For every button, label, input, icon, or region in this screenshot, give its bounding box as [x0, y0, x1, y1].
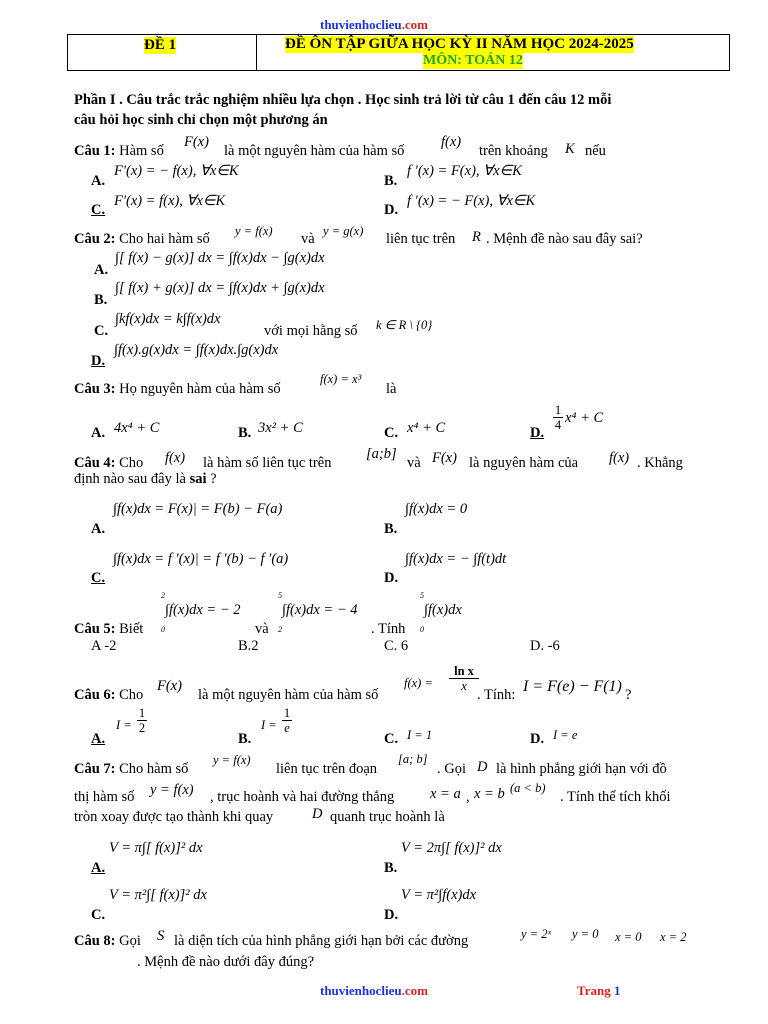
- q4-stem2: định nào sau đây là sai ?: [74, 471, 217, 487]
- q6-stem: Câu 6: Cho: [74, 687, 144, 703]
- q4-text2: là hàm số liên tục trên: [203, 455, 332, 471]
- q4-opt-c-label: C.: [91, 570, 106, 586]
- q6-opt-a-lhs: I =: [116, 718, 132, 732]
- q2-opt-c-label: C.: [94, 323, 109, 339]
- exam-header: [67, 34, 730, 71]
- q7-ab: [a; b]: [398, 752, 428, 766]
- q7-xb: x = b: [474, 786, 505, 802]
- q6-opt-c-label: C.: [384, 731, 399, 747]
- q7-f: y = f(x): [213, 753, 251, 767]
- q4-f2: f(x): [609, 450, 630, 466]
- q7-text3: . Gọi: [437, 761, 466, 777]
- q4-opt-d-label: D.: [384, 570, 399, 586]
- q5-l1-lower: 0: [161, 625, 165, 634]
- footer-site: thuvienhoclieu.com: [320, 983, 428, 998]
- q8-stem: Câu 8: Gọi: [74, 933, 141, 949]
- q2-opt-a-label: A.: [94, 262, 109, 278]
- q5-l2-upper: 5: [278, 591, 282, 600]
- q4-opt-a-label: A.: [91, 521, 106, 537]
- q1-opt-b: f ′(x) = F(x), ∀x∈K: [407, 163, 522, 179]
- q5-text3: . Tính: [371, 621, 406, 637]
- q3-opt-c-label: C.: [384, 425, 399, 441]
- q3-text2: là: [386, 381, 397, 397]
- q4-opt-b: ∫f(x)dx = 0: [405, 501, 468, 517]
- exam-number: ĐỀ 1: [144, 37, 177, 53]
- q6-opt-d: I = e: [553, 728, 578, 742]
- q6-opt-c: I = 1: [407, 728, 433, 742]
- q5-opt-a: A -2: [91, 638, 117, 654]
- q4-stem: Câu 4: Cho: [74, 455, 144, 471]
- q2-f: y = f(x): [235, 224, 273, 238]
- q1-text2: là một nguyên hàm của hàm số: [224, 143, 405, 159]
- q8-e1: y = 2ˣ: [521, 927, 552, 941]
- q2-text3: liên tục trên: [386, 231, 456, 247]
- q7-text4: là hình phẳng giới hạn với đồ: [496, 761, 667, 777]
- q7-xa: x = a: [430, 786, 461, 802]
- q3-opt-d-label: D.: [530, 425, 545, 441]
- q2-opt-b: ∫[ f(x) + g(x)] dx = ∫f(x)dx + ∫g(x)dx: [115, 280, 325, 296]
- q8-e2: y = 0: [572, 927, 599, 941]
- q3-opt-d: x⁴ + C: [565, 410, 604, 426]
- q8-S: S: [157, 928, 165, 944]
- q5-e2: ∫f(x)dx = − 4: [282, 602, 358, 618]
- q8-text3: . Mệnh đề nào dưới đây đúng?: [137, 954, 315, 970]
- q6-opt-a-label: A.: [91, 731, 106, 747]
- q4-text3: và: [407, 455, 421, 471]
- q3-opt-a: 4x⁴ + C: [114, 420, 160, 436]
- q4-text4: là nguyên hàm của: [469, 455, 579, 471]
- q2-text4: . Mệnh đề nào sau đây sai?: [486, 231, 643, 247]
- q1-opt-d-label: D.: [384, 202, 399, 218]
- q5-e3: ∫f(x)dx: [424, 602, 462, 618]
- part1-line1: Phần I . Câu trắc trắc nghiệm nhiều lựa chọn . Học sinh trả lời từ câu 1 đến câu 12 mỗi: [74, 92, 612, 108]
- q8-e4: x = 2: [660, 930, 687, 944]
- q2-opt-a: ∫[ f(x) − g(x)] dx = ∫f(x)dx − ∫g(x)dx: [115, 250, 325, 266]
- q5-l3-lower: 0: [420, 625, 424, 634]
- q7-opt-a-label: A.: [91, 860, 106, 876]
- q7-text6: , trục hoành và hai đường thẳng: [210, 789, 395, 805]
- q2-g: y = g(x): [323, 224, 364, 238]
- q1-K: K: [565, 141, 575, 157]
- q5-l3-upper: 5: [420, 591, 424, 600]
- q6-opt-d-label: D.: [530, 731, 545, 747]
- q6-opt-b-frac: 1 e: [283, 706, 291, 735]
- q6-F: F(x): [157, 678, 182, 694]
- q2-stem: Câu 2: Cho hai hàm số: [74, 231, 210, 247]
- q1-stem: Câu 1: Hàm số: [74, 143, 164, 159]
- q1-opt-b-label: B.: [384, 173, 398, 189]
- q6-text4: ?: [625, 687, 632, 703]
- q2-opt-c-text: với mọi hằng số: [264, 323, 358, 339]
- q7-text5: thị hàm số: [74, 789, 135, 805]
- q2-R: R: [472, 229, 481, 245]
- q4-opt-b-label: B.: [384, 521, 398, 537]
- q6-opt-a-frac: 1 2: [138, 706, 146, 735]
- q5-opt-b: B.2: [238, 638, 259, 654]
- q7-opt-b: V = 2π∫[ f(x)]² dx: [401, 840, 502, 856]
- q1-opt-c-label: C.: [91, 202, 106, 218]
- q7-text2: liên tục trên đoạn: [276, 761, 378, 777]
- q4-opt-a: ∫f(x)dx = F(x)| = F(b) − F(a): [113, 501, 283, 517]
- q7-text7: . Tính thể tích khối: [560, 789, 671, 805]
- q1-opt-a-label: A.: [91, 173, 106, 189]
- q2-text2: và: [301, 231, 315, 247]
- q6-opt-b-label: B.: [238, 731, 252, 747]
- q7-D: D: [477, 759, 488, 775]
- q4-F: F(x): [432, 450, 457, 466]
- q7-opt-c: V = π²∫[ f(x)]² dx: [109, 887, 207, 903]
- q7-opt-b-label: B.: [384, 860, 398, 876]
- header-divider: [256, 35, 257, 70]
- q3-opt-b: 3x² + C: [258, 420, 303, 436]
- q7-opt-d: V = π²∫f(x)dx: [401, 887, 477, 903]
- q5-text2: và: [255, 621, 269, 637]
- q7-opt-d-label: D.: [384, 907, 399, 923]
- q2-opt-d: ∫f(x).g(x)dx = ∫f(x)dx.∫g(x)dx: [114, 342, 279, 358]
- q7-text9: quanh trục hoành là: [330, 809, 445, 825]
- q3-opt-c: x⁴ + C: [407, 420, 446, 436]
- q6-f-frac: ln x x: [449, 664, 479, 693]
- q1-opt-d: f ′(x) = − F(x), ∀x∈K: [407, 193, 536, 209]
- q4-ab: [a;b]: [366, 446, 397, 462]
- q5-opt-d: D. -6: [530, 638, 560, 654]
- q4-opt-d: ∫f(x)dx = − ∫f(t)dt: [405, 551, 507, 567]
- q2-opt-c: ∫kf(x)dx = k∫f(x)dx: [115, 311, 221, 327]
- q4-opt-c: ∫f(x)dx = f ′(x)| = f ′(b) − f ′(a): [113, 551, 289, 567]
- q3-opt-d-frac: 1 4: [554, 403, 562, 432]
- q1-text3: trên khoảng: [479, 143, 548, 159]
- site-name: thuvienhoclieu.com: [320, 17, 428, 32]
- q7-opt-c-label: C.: [91, 907, 106, 923]
- q7-comma: ,: [466, 789, 470, 805]
- exam-title: ĐỀ ÔN TẬP GIỮA HỌC KỲ II NĂM HỌC 2024-2025: [285, 36, 634, 52]
- q7-D2: D: [312, 806, 323, 822]
- page-number: Trang 1: [577, 983, 621, 998]
- q3-opt-b-label: B.: [238, 425, 252, 441]
- q1-f: f(x): [441, 134, 462, 150]
- q3-stem: Câu 3: Họ nguyên hàm của hàm số: [74, 381, 281, 397]
- q6-text2: là một nguyên hàm của hàm số: [198, 687, 379, 703]
- q2-opt-b-label: B.: [94, 292, 108, 308]
- q8-text2: là diện tích của hình phẳng giới hạn bởi các đường: [174, 933, 469, 949]
- q2-opt-d-label: D.: [91, 353, 106, 369]
- q7-cond: (a < b): [510, 781, 546, 795]
- q4-text5: . Khẳng: [637, 455, 683, 471]
- q5-e1: ∫f(x)dx = − 2: [165, 602, 241, 618]
- q5-opt-c: C. 6: [384, 638, 409, 654]
- q6-opt-b-lhs: I =: [261, 718, 277, 732]
- q6-I: I = F(e) − F(1): [523, 678, 622, 695]
- q3-f: f(x) = x³: [320, 372, 362, 386]
- q1-F: F(x): [184, 134, 209, 150]
- q1-text4: nếu: [585, 143, 606, 159]
- q7-text8: tròn xoay được tạo thành khi quay: [74, 809, 274, 825]
- q7-stem: Câu 7: Cho hàm số: [74, 761, 189, 777]
- q5-l2-lower: 2: [278, 625, 282, 634]
- q3-opt-a-label: A.: [91, 425, 106, 441]
- q6-text3: . Tính:: [477, 687, 516, 703]
- part1-line2: câu hỏi học sinh chỉ chọn một phương án: [74, 112, 328, 128]
- q7-opt-a: V = π∫[ f(x)]² dx: [109, 840, 203, 856]
- q8-e3: x = 0: [615, 930, 642, 944]
- q6-f-lhs: f(x) =: [404, 676, 433, 690]
- q5-l1-upper: 2: [161, 591, 165, 600]
- q4-f: f(x): [165, 450, 186, 466]
- exam-subject: MÔN: TOÁN 12: [423, 53, 523, 68]
- q5-stem: Câu 5: Biết: [74, 621, 144, 637]
- q2-opt-c-k: k ∈ R \ {0}: [376, 318, 433, 332]
- q1-opt-a: F′(x) = − f(x), ∀x∈K: [114, 163, 239, 179]
- q7-f2: y = f(x): [150, 782, 194, 798]
- q1-opt-c: F′(x) = f(x), ∀x∈K: [114, 193, 226, 209]
